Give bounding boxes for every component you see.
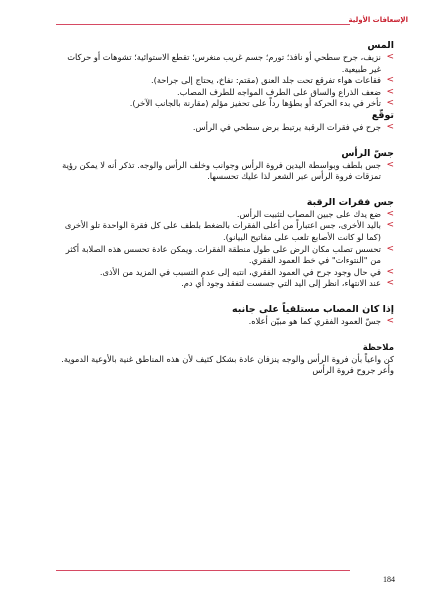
list-item: > تحسس تصلب مكان الرض على طول منطقة الفقرات. ويمكن عادة تحسس هذه الصلابة أكثر من "النتوءات" في خط العمود الفقري. xyxy=(65,243,394,266)
list-item: > جس بلطف وبواسطة اليدين فروة الرأس وجوانب وخلف الرأس والوجه. تذكر أنه لا يمكن رؤية تمزقات فروة الرأس عبر الشعر لذا عليك تحسسها. xyxy=(62,159,394,182)
head-palpation-list xyxy=(56,160,394,183)
section-heading-head-palpation: جسّ الرأس xyxy=(341,147,394,159)
arrowhead-icon: > xyxy=(386,98,394,109)
footer-rule xyxy=(56,570,350,571)
arrowhead-icon: > xyxy=(386,315,394,326)
arrowhead-icon: > xyxy=(386,266,394,277)
list-item: > باليد الأخرى، جس اعتباراً من أعلى الفقرات بالضغط بلطف على كل فقرة الواحدة تلو الأخرى (كما لو كانت الأصابع تلعب على مفاتيح البيانو). xyxy=(64,220,394,242)
list-item: > عند الانتهاء، انظر إلى اليد التي جسست لتفقد وجود أي دم. xyxy=(181,278,394,289)
arrowhead-icon: > xyxy=(386,86,394,97)
arrowhead-icon: > xyxy=(386,52,394,62)
list-item: > في حال وجود جرح في العمود الفقري، انتبه إلى عدم التسبب في المزيد من الأذى. xyxy=(99,266,394,277)
arrowhead-icon: > xyxy=(386,220,394,231)
list-item: > نزيف، جرح سطحي أو نافذ؛ تورم؛ جسم غريب منغرس؛ تقطع الاستوائية؛ تشوهات أو حركات غير طبيعية. xyxy=(67,52,394,74)
section-heading-neck-palpation: جس فقرات الرقبة xyxy=(306,196,394,208)
side-lying-list xyxy=(56,316,394,328)
list-item: > فقاعات هواء تفرقع تحت جلد العنق (مقتم: نفاخ، يحتاج إلى جراحة). xyxy=(150,75,394,86)
list-item: > تأخر في بدء الحركة أو بطؤها رداً على تحفيز مؤلم (مقارنة بالجانب الآخر). xyxy=(129,98,394,109)
arrowhead-icon: > xyxy=(386,121,394,132)
touch-list xyxy=(56,52,394,110)
header-rule xyxy=(56,24,350,25)
running-header: الإسعافات الأولية xyxy=(348,16,408,24)
page-content xyxy=(56,40,394,377)
note-heading: ملاحظة xyxy=(362,342,394,353)
page-number: 184 xyxy=(383,575,395,584)
arrowhead-icon: > xyxy=(386,243,394,254)
section-heading-expect: توقّع xyxy=(371,109,394,121)
list-item: > جسّ العمود الفقري كما هو مبيّن أعلاه. xyxy=(248,315,394,326)
arrowhead-icon: > xyxy=(386,278,394,289)
expect-list xyxy=(56,122,394,134)
section-heading-side-lying: إذا كان المصاب مستلقياً على جانبه xyxy=(232,303,394,315)
note-text: كن واعياً بأن فروة الرأس والوجه ينزفان عادة بشكل كثيف لأن هذه المناطق غنية بالأوعية الدموية. وأعر جروح فروة الرأس xyxy=(61,353,394,376)
neck-palpation-list xyxy=(56,209,394,290)
list-item: > ضعف الذراع والساق على الطرف المواجه للطرف المصاب. xyxy=(176,86,394,97)
list-item: > جرح في فقرات الرقبة يرتبط برض سطحي في الرأس. xyxy=(192,121,394,132)
section-heading-touch: المس xyxy=(367,40,394,51)
list-item: > ضع يدك على جبين المصاب لتثبيت الرأس. xyxy=(236,208,394,219)
arrowhead-icon: > xyxy=(386,75,394,86)
arrowhead-icon: > xyxy=(386,208,394,219)
arrowhead-icon: > xyxy=(386,159,394,170)
